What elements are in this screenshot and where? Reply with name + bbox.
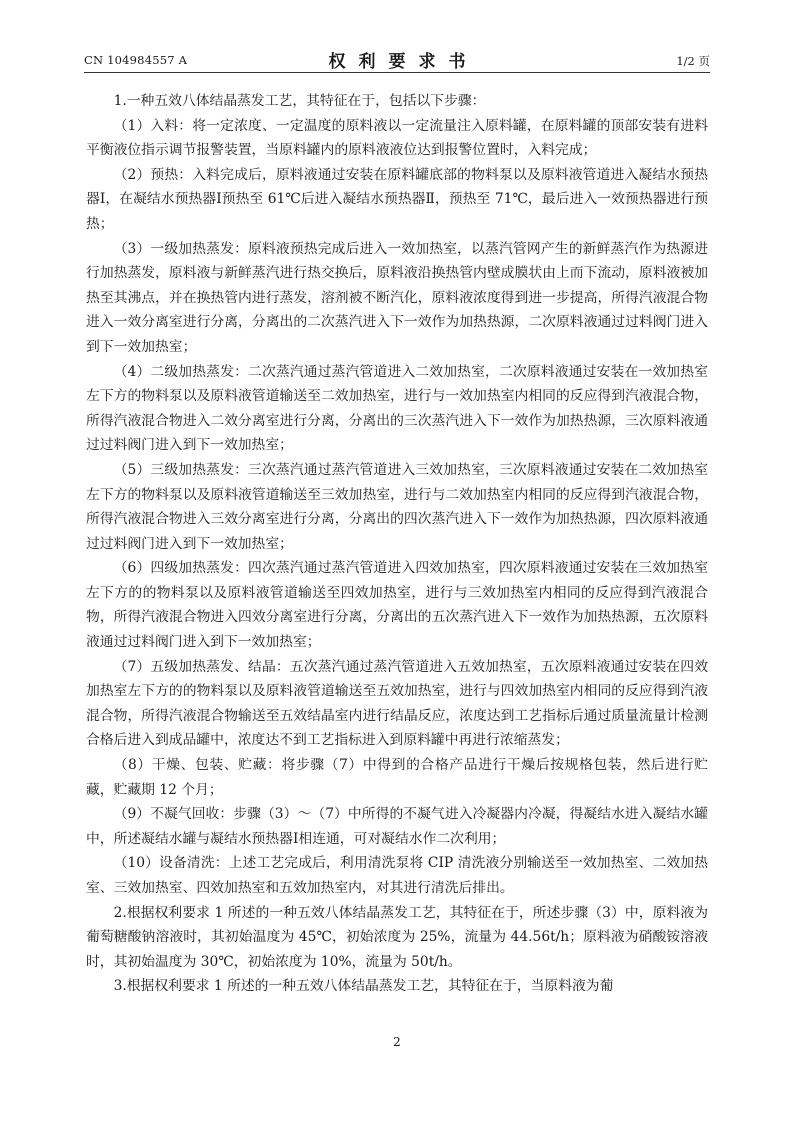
claim-3: 3.根据权利要求 1 所述的一种五效八体结晶蒸发工艺，其特征在于，当原料液为葡 — [113, 978, 614, 995]
claim-step-10: （10）设备清洗：上述工艺完成后，利用清洗泵将 CIP 清洗液分别输送至一效加热室、二效加热室、三效加热室、四效加热室和五效加热室内，对其进行清洗后排出。 — [86, 855, 708, 896]
claim-step-8: （8）干燥、包装、贮藏：将步骤（7）中得到的合格产品进行干燥后按规格包装，然后进行贮藏，贮藏期 12 个月； — [86, 757, 708, 798]
claim-step-3: （3）一级加热蒸发：原料液预热完成后进入一效加热室，以蒸汽管网产生的新鲜蒸汽作为热源进行加热蒸发，原料液与新鲜蒸汽进行热交换后，原料液沿换热管内壁成膜状由上而下流动，原料液被加热至其沸点，并在换热管内进行蒸发，溶剂被不断汽化，原料液浓度得到进一步提高，所得汽液混合物进入一效分离室进行分离，分离出的二次蒸汽进入下一效作为加热热源，二次原料液通过过料阀门进入到下一效加热室； — [86, 240, 708, 355]
claim-step-4: （4）二级加热蒸发：二次蒸汽通过蒸汽管道进入二效加热室，二次原料液通过安装在一效加热室左下方的物料泵以及原料液管道输送至二效加热室，进行与一效加热室内相同的反应得到汽液混合物，所得汽液混合物进入二效分离室进行分离，分离出的三次蒸汽进入下一效作为加热热源，三次原料液通过过料阀门进入到下一效加热室； — [86, 363, 708, 454]
claim-step-2: （2）预热：入料完成后，原料液通过安装在原料罐底部的物料泵以及原料液管道进入凝结水预热器Ⅰ，在凝结水预热器Ⅰ预热至 61℃后进入凝结水预热器Ⅱ，预热至 71℃，最后进入一效预热器进行预热； — [86, 166, 708, 232]
claim-step-9: （9）不凝气回收：步骤（3）～（7）中所得的不凝气进入冷凝器内冷凝，得凝结水进入凝结水罐中，所述凝结水罐与凝结水预热器Ⅰ相连通，可对凝结水作二次利用； — [86, 806, 708, 847]
claim-2: 2.根据权利要求 1 所述的一种五效八体结晶蒸发工艺，其特征在于，所述步骤（3）中，原料液为葡萄糖酸钠溶液时，其初始温度为 45℃，初始浓度为 25%，流量为 44.56t/h；原料液为硝酸铵溶液时，其初始温度为 30℃，初始浓度为 10%，流量为 50t/h。 — [86, 904, 708, 970]
claim-step-6: （6）四级加热蒸发：四次蒸汽通过蒸汽管道进入四效加热室，四次原料液通过安装在三效加热室左下方的的物料泵以及原料液管道输送至四效加热室，进行与三效加热室内相同的反应得到汽液混合物，所得汽液混合物进入四效分离室进行分离，分离出的五次蒸汽进入下一效作为加热热源，五次原料液通过过料阀门进入到下一效加热室； — [86, 560, 708, 651]
claim-step-7: （7）五级加热蒸发、结晶：五次蒸汽通过蒸汽管道进入五效加热室，五次原料液通过安装在四效加热室左下方的的物料泵以及原料液管道输送至五效加热室，进行与四效加热室内相同的反应得到汽液混合物，所得汽液混合物输送至五效结晶室内进行结晶反应，浓度达到工艺指标后通过质量流量计检测合格后进入到成品罐中，浓度达不到工艺指标进入到原料罐中再进行浓缩蒸发； — [86, 658, 708, 749]
page-title: 权利要求书 — [328, 52, 479, 72]
page-number: 2 — [393, 1035, 401, 1049]
claim-step-5: （5）三级加热蒸发：三次蒸汽通过蒸汽管道进入三效加热室，三次原料液通过安装在二效加热室左下方的物料泵以及原料液管道输送至三效加热室，进行与二效加热室内相同的反应得到汽液混合物，所得汽液混合物进入三效分离室进行分离，分离出的四次蒸汽进入下一效作为加热热源，四次原料液通过过料阀门进入到下一效加热室； — [86, 461, 708, 552]
claim-step-1: （1）入料：将一定浓度、一定温度的原料液以一定流量注入原料罐，在原料罐的顶部安装有进料平衡液位指示调节报警装置，当原料罐内的原料液液位达到报警位置时，入料完成； — [86, 117, 708, 159]
page-header — [84, 47, 710, 72]
claim-1-heading: 1.一种五效八体结晶蒸发工艺，其特征在于，包括以下步骤： — [113, 93, 486, 109]
header-divider — [84, 72, 710, 73]
document-number: CN 104984557 A — [84, 53, 188, 67]
page-of-indicator: 1/2 页 — [676, 54, 710, 68]
claims-body — [86, 89, 708, 999]
